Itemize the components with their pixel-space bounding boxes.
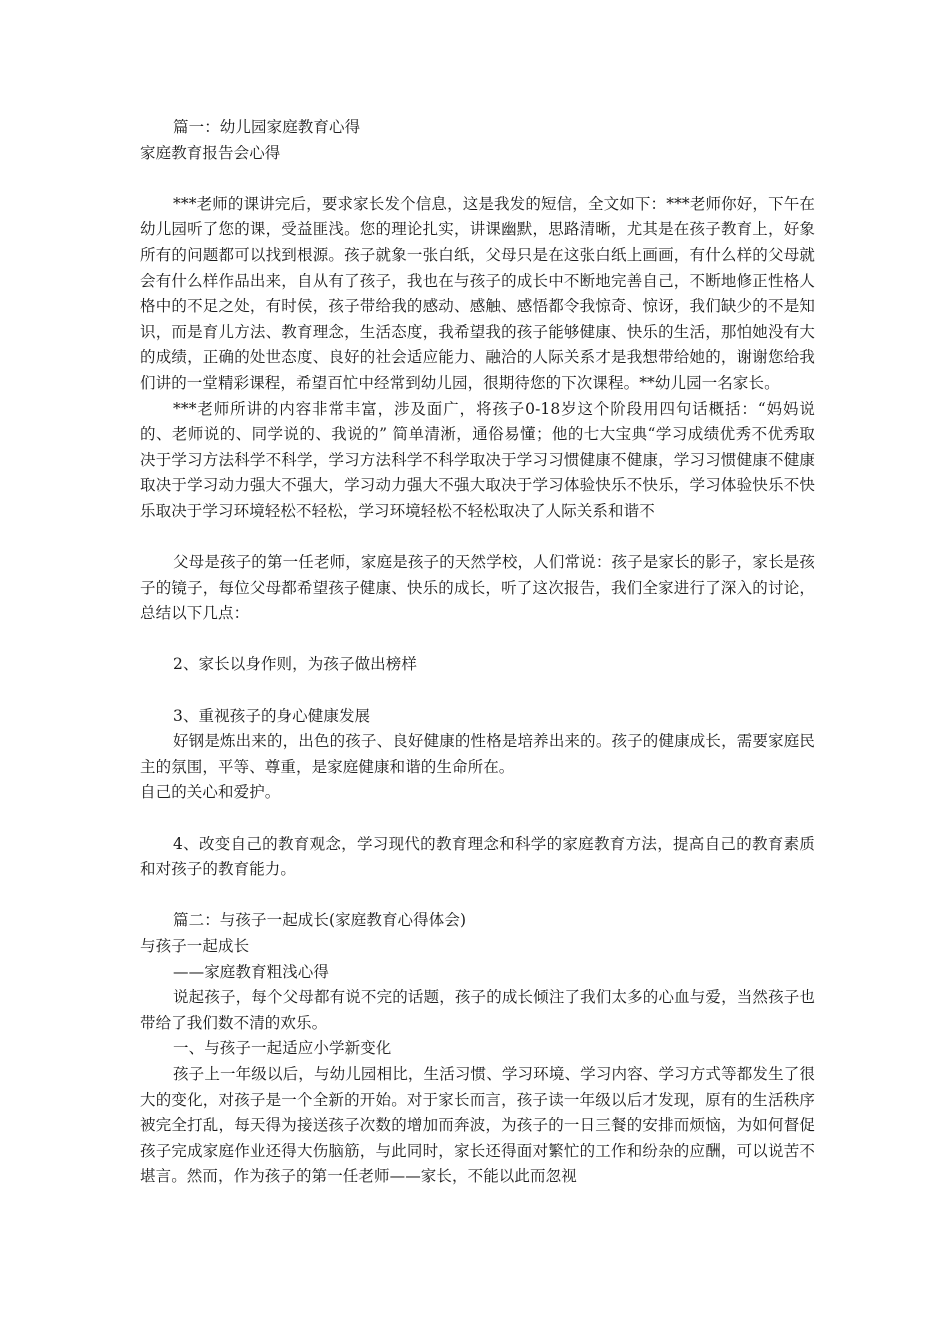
spacer (140, 166, 815, 192)
section1-point-4: 4、改变自己的教育观念，学习现代的教育理念和科学的家庭教育方法，提高自己的教育素质和对孩子的教育能力。 (140, 834, 815, 879)
section2-paragraph-2: 孩子上一年级以后，与幼儿园相比，生活习惯、学习环境、学习内容、学习方式等都发生了很大的变化，对孩子是一个全新的开始。对于家长而言，孩子读一年级以后才发现，原有的生活秩序被完全打乱，每天得为接送孩子次数的增加而奔波，为孩子的一日三餐的安排而烦恼，为如何督促孩子完成家庭作业还得大伤脑筋，与此同时，家长还得面对繁忙的工作和纷杂的应酬，可以说苦不堪言。然而，作为孩子的第一任老师——家长，不能以此而忽视 (140, 1064, 815, 1186)
spacer (140, 883, 815, 909)
section1-subtitle: 家庭教育报告会心得 (140, 143, 281, 162)
document-body (140, 115, 815, 1190)
section1-paragraph-3: 父母是孩子的第一任老师，家庭是孩子的天然学校，人们常说：孩子是家长的影子，家长是孩子的镜子，每位父母都希望孩子健康、快乐的成长，听了这次报告，我们全家进行了深入的讨论，总结以下几点： (140, 553, 815, 623)
section1-paragraph-1: ***老师的课讲完后，要求家长发个信息，这是我发的短信，全文如下：***老师你好，下午在幼儿园听了您的课，受益匪浅。您的理论扎实，讲课幽默，思路清晰，尤其是在孩子教育上，好象所有的问题都可以找到根源。孩子就象一张白纸，父母只是在这张白纸上画画，有什么样的父母就会有什么样作品出来，自从有了孩子，我也在与孩子的成长中不断地完善自己，不断地修正性格人格中的不足之处，有时侯，孩子带给我的感动、感触、感悟都令我惊奇、惊讶，我们缺少的不是知识，而是育儿方法、教育理念，生活态度，我希望我的孩子能够健康、快乐的生活，那怕她没有大的成绩，正确的处世态度、良好的社会适应能力、融洽的人际关系才是我想带给她的，谢谢您给我们讲的一堂精彩课程，希望百忙中经常到幼儿园，很期待您的下次课程。**幼儿园一名家长。 (140, 194, 815, 392)
section1-paragraph-5: 自己的关心和爱护。 (140, 783, 281, 802)
section1-paragraph-4: 好钢是炼出来的，出色的孩子、良好健康的性格是培养出来的。孩子的健康成长，需要家庭民主的氛围，平等、尊重，是家庭健康和谐的生命所在。 (140, 732, 815, 776)
section2-paragraph-1: 说起孩子，每个父母都有说不完的话题，孩子的成长倾注了我们太多的心血与爱，当然孩子也带给了我们数不清的欢乐。 (140, 988, 815, 1032)
section1-title: 篇一：幼儿园家庭教育心得 (173, 118, 361, 136)
section2-title: 篇二：与孩子一起成长(家庭教育心得体会) (173, 911, 467, 930)
section1-paragraph-2: ***老师所讲的内容非常丰富，涉及面广，将孩子0-18岁这个阶段用四句话概括：“妈妈说的、老师说的、同学说的、我说的” 简单清淅，通俗易懂；他的七大宝典“学习成绩优秀不优秀取决于学习方法科学不科学，学习方法科学不科学取决于学习习惯健康不健康，学习习惯健康不健康取决于学习动力强大不强大，学习动力强大不强大取决于学习体验快乐不快乐，学习体验快乐不快乐取决于学习环境轻松不轻松，学习环境轻松不轻松取决了人际关系和谐不 (140, 399, 815, 520)
spacer (140, 525, 815, 551)
spacer (140, 627, 815, 653)
spacer (140, 806, 815, 832)
section2-dash-subtitle: ——家庭教育粗浅心得 (173, 962, 330, 981)
section1-point-3: 3、重视孩子的身心健康发展 (173, 706, 371, 725)
spacer (140, 678, 815, 704)
section2-subtitle: 与孩子一起成长 (140, 937, 250, 955)
section1-point-2: 2、家长以身作则，为孩子做出榜样 (173, 655, 417, 674)
section2-heading-1: 一、与孩子一起适应小学新变化 (173, 1039, 392, 1058)
